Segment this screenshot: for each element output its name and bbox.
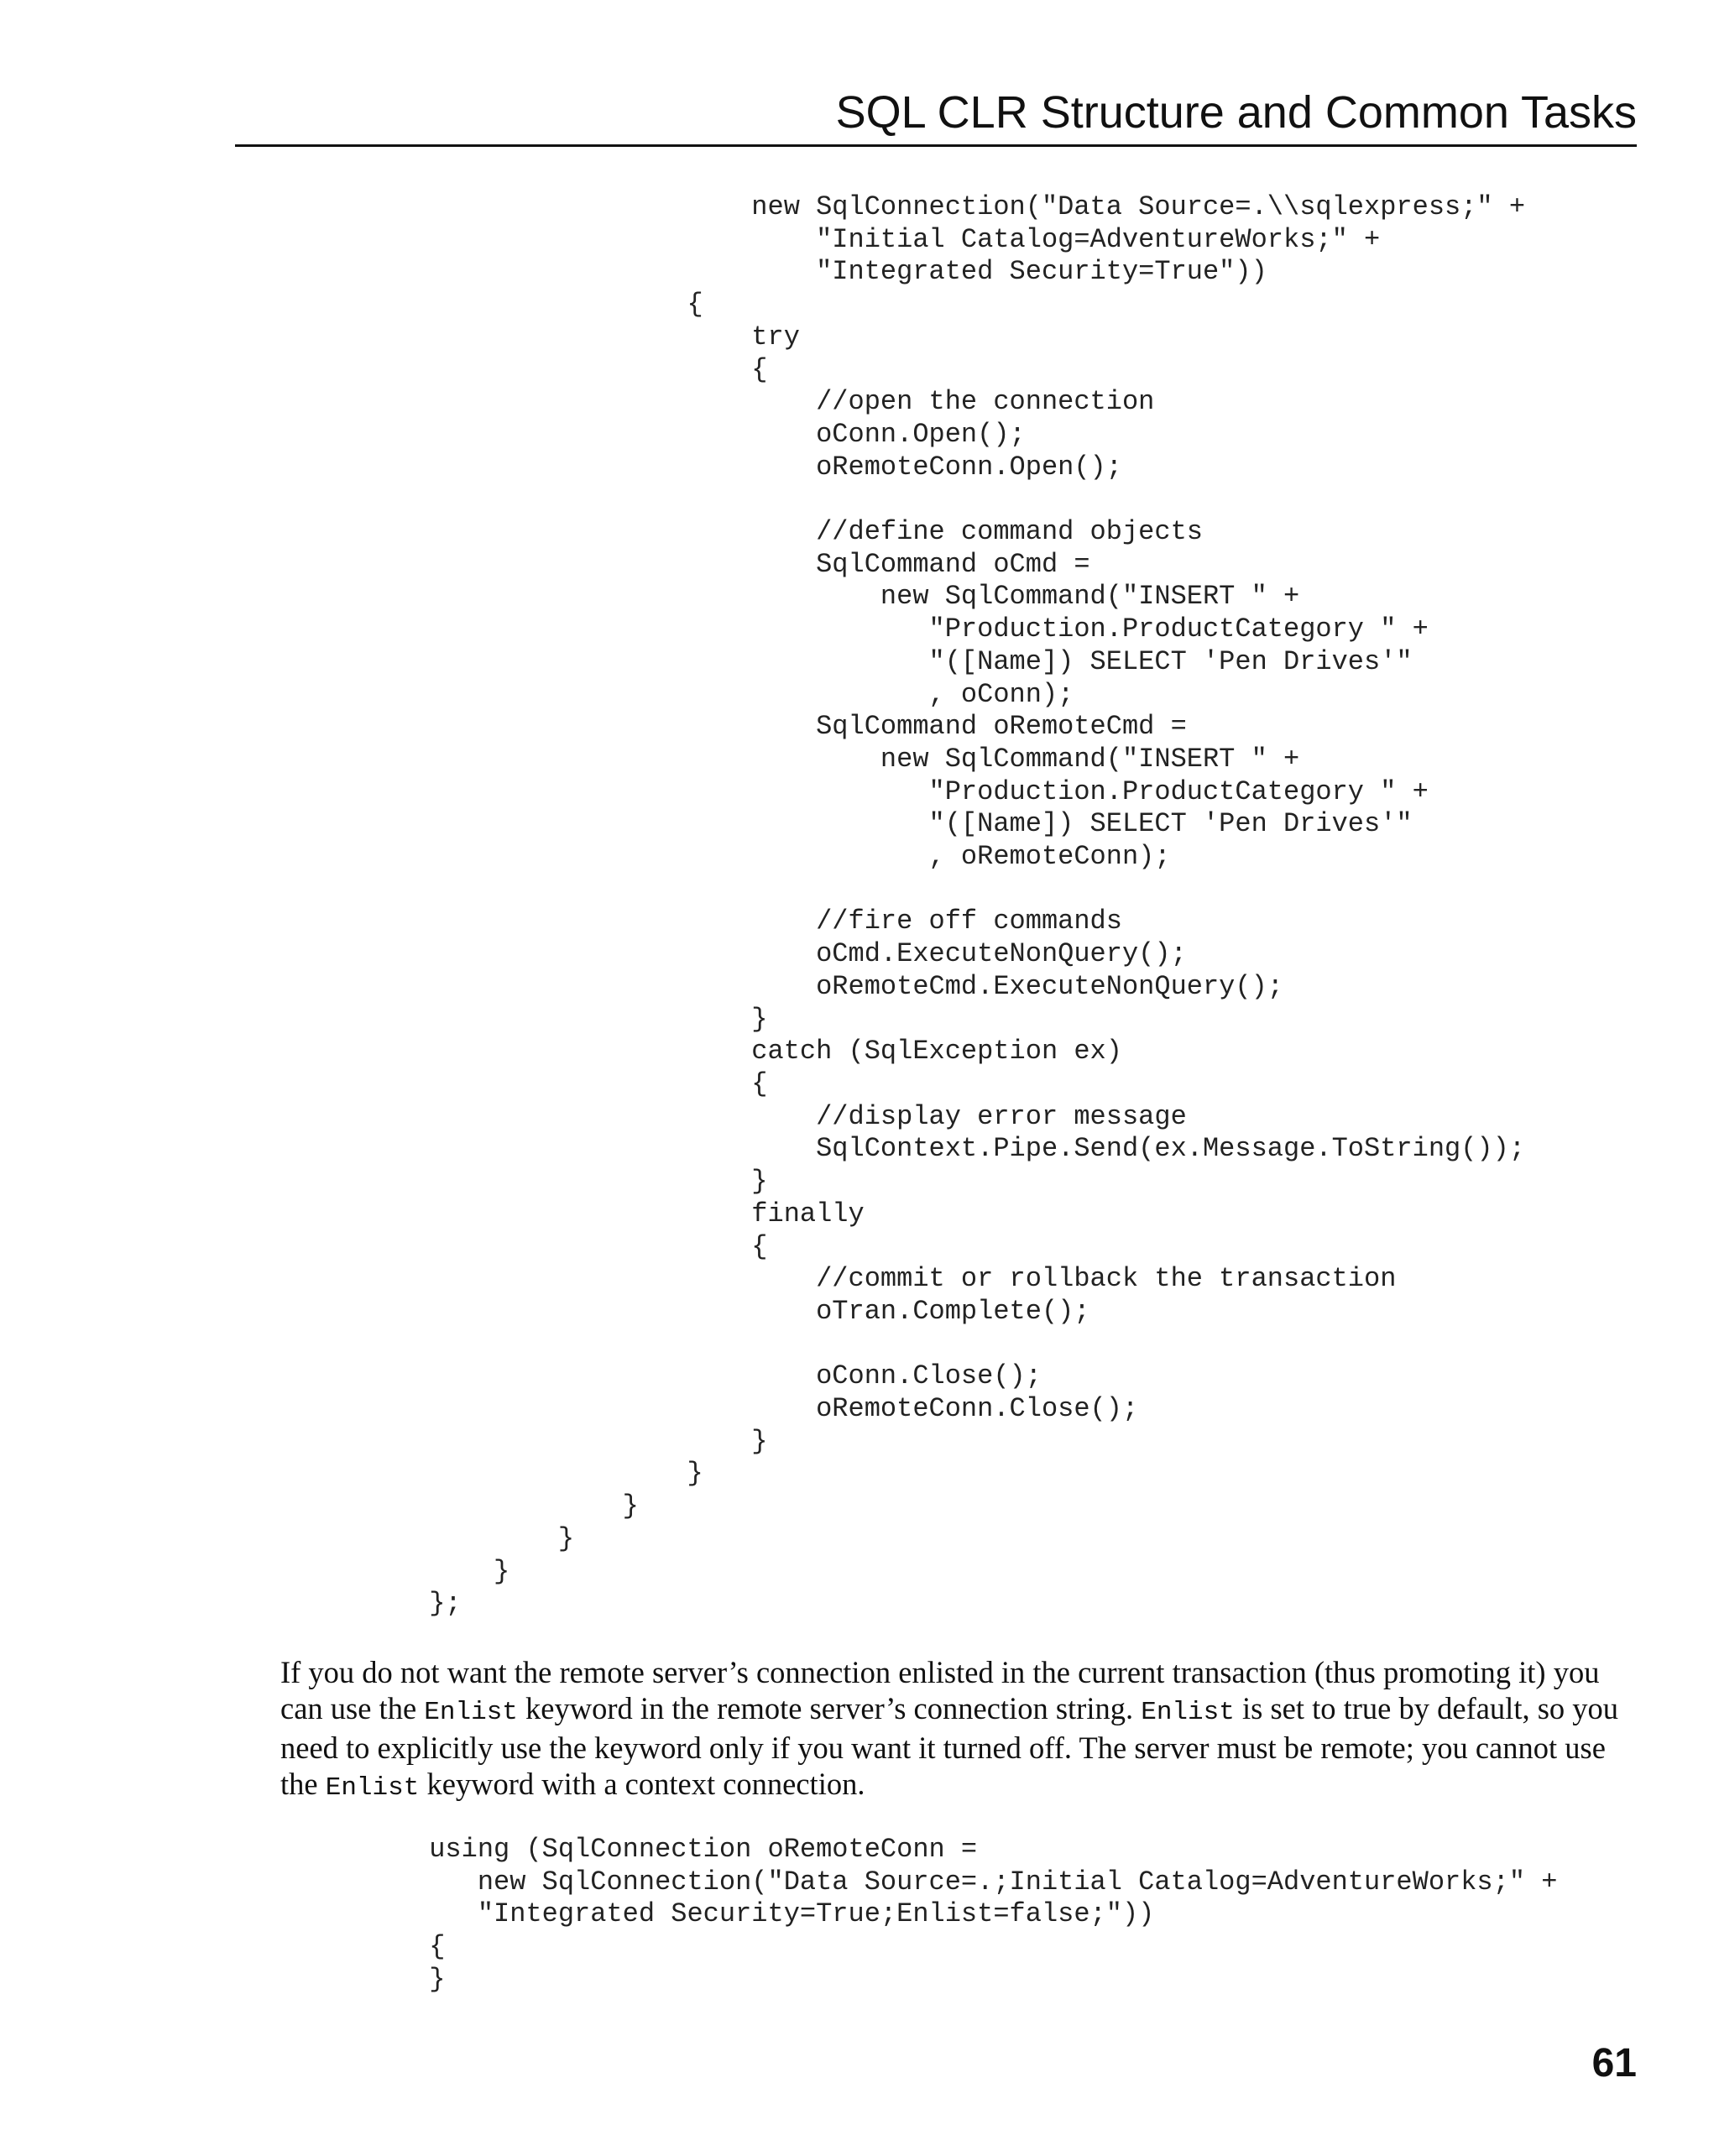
code-line: oConn.Close();	[332, 1360, 1042, 1392]
code-line: }	[332, 1458, 703, 1490]
code-line: oRemoteConn.Close();	[332, 1393, 1139, 1425]
code-line: "Initial Catalog=AdventureWorks;" +	[332, 223, 1381, 255]
code-line: //display error message	[332, 1100, 1187, 1132]
code-line: finally	[332, 1198, 865, 1229]
code-line: new SqlConnection("Data Source=.\\sqlexpress;" +	[332, 191, 1526, 222]
code-line: oCmd.ExecuteNonQuery();	[332, 938, 1187, 970]
code-line: }	[332, 1425, 768, 1457]
code-line: oTran.Complete();	[332, 1295, 1090, 1327]
chapter-title: SQL CLR Structure and Common Tasks	[835, 87, 1637, 138]
code-line: oConn.Open();	[332, 418, 1026, 450]
inline-code-enlist: Enlist	[1141, 1697, 1235, 1727]
code-line: SqlContext.Pipe.Send(ex.Message.ToString());	[332, 1133, 1526, 1165]
page-number: 61	[1591, 2041, 1637, 2086]
code-line: //commit or rollback the transaction	[332, 1263, 1397, 1295]
paragraph-text: is set to true by default, so you need to explicitly use the keyword only if you want it turned off. The server must be remote; you cannot use the	[280, 1690, 1619, 1801]
code-line: }	[332, 1490, 639, 1522]
code-line: "Production.ProductCategory " +	[332, 613, 1429, 645]
code-line: {	[332, 1068, 768, 1099]
body-paragraph	[280, 1655, 1644, 1806]
code-line: "([Name]) SELECT 'Pen Drives'"	[332, 808, 1413, 840]
code-line: new SqlConnection("Data Source=.;Initial Catalog=AdventureWorks;" +	[332, 1866, 1558, 1898]
code-listing-enlist	[332, 1834, 1557, 1997]
code-line: }	[332, 1166, 768, 1198]
paragraph-text: keyword with a context connection.	[419, 1766, 865, 1801]
code-line: //define command objects	[332, 516, 1203, 548]
code-line: //fire off commands	[332, 906, 1122, 937]
code-line: //open the connection	[332, 386, 1155, 418]
running-header	[235, 84, 1637, 147]
code-line: {	[332, 1230, 768, 1262]
code-line: }	[332, 1963, 446, 1995]
code-line: oRemoteCmd.ExecuteNonQuery();	[332, 970, 1283, 1002]
code-line: {	[332, 353, 768, 385]
code-line: {	[332, 289, 703, 321]
code-line: "Integrated Security=True"))	[332, 256, 1267, 288]
code-listing-transaction	[332, 191, 1525, 1621]
code-line: using (SqlConnection oRemoteConn =	[332, 1834, 978, 1865]
code-line: try	[332, 321, 800, 352]
code-line: "([Name]) SELECT 'Pen Drives'"	[332, 645, 1413, 677]
inline-code-enlist: Enlist	[424, 1697, 518, 1727]
code-line: }	[332, 1003, 768, 1035]
code-line: {	[332, 1931, 446, 1963]
code-line: "Production.ProductCategory " +	[332, 775, 1429, 807]
code-line: new SqlCommand("INSERT " +	[332, 581, 1300, 613]
paragraph-text: If you do not want the remote server’s connection enlisted in the current transaction (thus promoting it) you can use the	[280, 1655, 1600, 1725]
code-line: SqlCommand oRemoteCmd =	[332, 711, 1187, 743]
code-line: new SqlCommand("INSERT " +	[332, 743, 1300, 775]
code-line: SqlCommand oCmd =	[332, 548, 1090, 580]
code-line: , oConn);	[332, 678, 1074, 710]
code-line: }	[332, 1522, 575, 1554]
code-line: catch (SqlException ex)	[332, 1036, 1122, 1068]
code-line: };	[332, 1588, 462, 1620]
code-line: }	[332, 1555, 510, 1587]
code-line: "Integrated Security=True;Enlist=false;"))	[332, 1898, 1155, 1930]
inline-code-enlist: Enlist	[325, 1772, 420, 1803]
code-line: , oRemoteConn);	[332, 841, 1171, 873]
code-line: oRemoteConn.Open();	[332, 451, 1122, 483]
paragraph-text: keyword in the remote server’s connection string.	[517, 1690, 1142, 1725]
